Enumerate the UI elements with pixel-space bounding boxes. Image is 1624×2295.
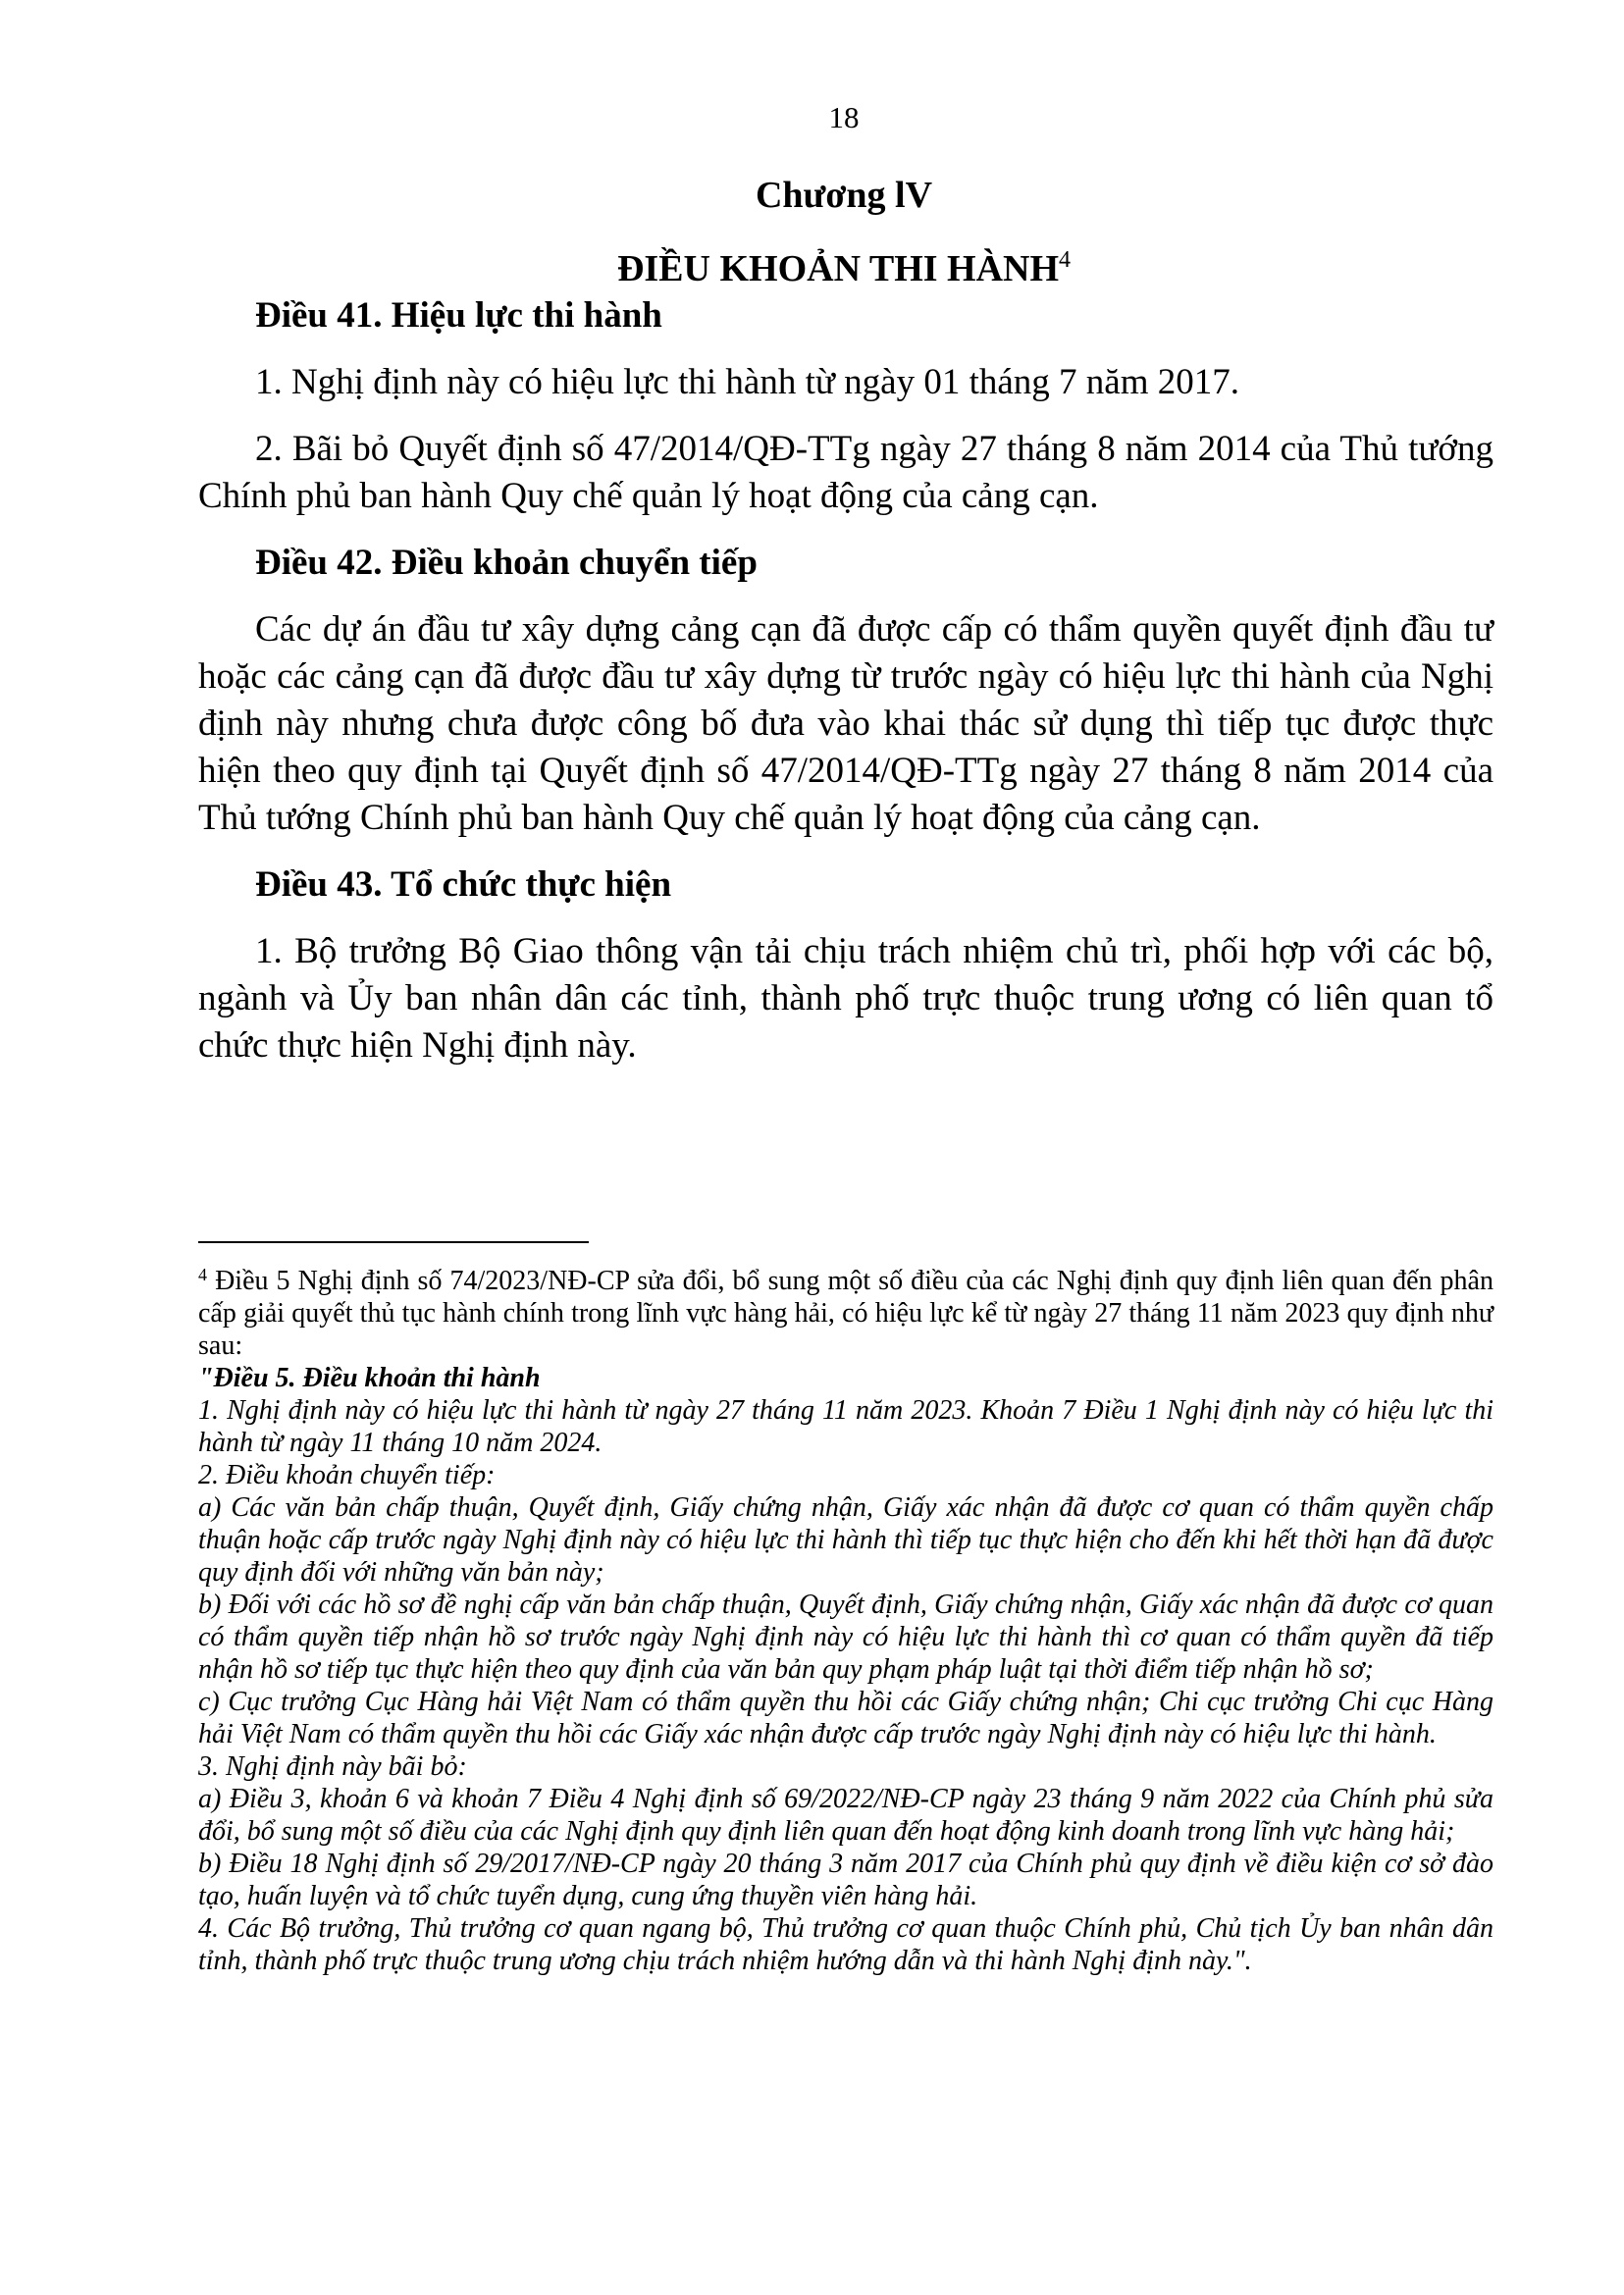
- footnote-intro: [198, 1259, 1493, 1362]
- footnote-line: c) Cục trưởng Cục Hàng hải Việt Nam có thẩm quyền thu hồi các Giấy chứng nhận; Chi cục trưởng Chi cục Hàng hải Việt Nam có thẩm quyền thu hồi các Giấy xác nhận được cấp trước ngày Nghị định này có hiệu lực thi hành.: [198, 1687, 1493, 1749]
- chapter-title-text: ĐIỀU KHOẢN THI HÀNH: [616, 248, 1060, 289]
- footnote-line: 3. Nghị định này bãi bỏ:: [198, 1751, 467, 1782]
- document-body: [198, 292, 1493, 1089]
- footnote-line: 4. Các Bộ trưởng, Thủ trưởng cơ quan ngang bộ, Thủ trưởng cơ quan thuộc Chính phủ, Chủ tịch Ủy ban nhân dân tỉnh, thành phố trực thuộc trung ương chịu trách nhiệm hướng dẫn và thi hành Nghị định này.".: [198, 1913, 1493, 1976]
- page-number: 18: [828, 100, 860, 134]
- article-heading: Điều 42. Điều khoản chuyển tiếp: [255, 543, 758, 583]
- article-paragraph: Các dự án đầu tư xây dựng cảng cạn đã được cấp có thẩm quyền quyết định đầu tư hoặc các cảng cạn đã được đầu tư xây dựng từ trước ngày có hiệu lực thi hành của Nghị định này nhưng chưa được công bố đưa vào khai thác sử dụng thì tiếp tục được thực hiện theo quy định tại Quyết định số 47/2014/QĐ-TTg ngày 27 tháng 8 năm 2014 của Thủ tướng Chính phủ ban hành Quy chế quản lý hoạt động của cảng cạn.: [198, 609, 1493, 838]
- footnote-section: [198, 1259, 1493, 1977]
- footnote-line: a) Điều 3, khoản 6 và khoản 7 Điều 4 Nghị định số 69/2022/NĐ-CP ngày 23 tháng 9 năm 2022 của Chính phủ sửa đổi, bổ sung một số điều của các Nghị định quy định liên quan đến hoạt động kinh doanh trong lĩnh vực hàng hải;: [198, 1784, 1493, 1847]
- footnote-quote-heading: "Điều 5. Điều khoản thi hành: [198, 1363, 541, 1393]
- footnote-line: b) Điều 18 Nghị định số 29/2017/NĐ-CP ngày 20 tháng 3 năm 2017 của Chính phủ quy định về điều kiện cơ sở đào tạo, huấn luyện và tổ chức tuyển dụng, cung ứng thuyền viên hàng hải.: [198, 1849, 1493, 1911]
- footnote-intro-text: Điều 5 Nghị định số 74/2023/NĐ-CP sửa đổi, bổ sung một số điều của các Nghị định quy định liên quan đến phân cấp giải quyết thủ tục hành chính trong lĩnh vực hàng hải, có hiệu lực kể từ ngày 27 tháng 11 năm 2023 quy định như sau:: [198, 1266, 1493, 1361]
- footnote-divider: [198, 1241, 589, 1243]
- article-heading: Điều 43. Tổ chức thực hiện: [255, 864, 672, 905]
- article-paragraph: 1. Bộ trưởng Bộ Giao thông vận tải chịu trách nhiệm chủ trì, phối hợp với các bộ, ngành và Ủy ban nhân dân các tỉnh, thành phố trực thuộc trung ương có liên quan tổ chức thực hiện Nghị định này.: [198, 931, 1493, 1066]
- article-paragraph: 1. Nghị định này có hiệu lực thi hành từ ngày 01 tháng 7 năm 2017.: [255, 362, 1239, 402]
- footnote-line: 2. Điều khoản chuyển tiếp:: [198, 1460, 496, 1490]
- footnote-line: a) Các văn bản chấp thuận, Quyết định, Giấy chứng nhận, Giấy xác nhận đã được cơ quan có thẩm quyền chấp thuận hoặc cấp trước ngày Nghị định này có hiệu lực thi hành thì tiếp tục thực hiện cho đến khi hết thời hạn đã được quy định đối với những văn bản này;: [198, 1492, 1493, 1588]
- footnote-line: 1. Nghị định này có hiệu lực thi hành từ ngày 27 tháng 11 năm 2023. Khoản 7 Điều 1 Nghị định này có hiệu lực thi hành từ ngày 11 tháng 10 năm 2024.: [198, 1395, 1493, 1458]
- article-paragraph: 2. Bãi bỏ Quyết định số 47/2014/QĐ-TTg ngày 27 tháng 8 năm 2014 của Thủ tướng Chính phủ ban hành Quy chế quản lý hoạt động của cảng cạn.: [198, 429, 1493, 516]
- chapter-label: Chương lV: [755, 175, 933, 216]
- article-heading: Điều 41. Hiệu lực thi hành: [255, 295, 662, 336]
- footnote-marker: 4: [198, 1265, 207, 1284]
- footnote-ref[interactable]: 4: [1059, 247, 1072, 273]
- footnote-line: b) Đối với các hồ sơ đề nghị cấp văn bản chấp thuận, Quyết định, Giấy chứng nhận, Giấy xác nhận đã được cơ quan có thẩm quyền tiếp nhận hồ sơ trước ngày Nghị định này có hiệu lực thi hành thì cơ quan có thẩm quyền đã tiếp nhận hồ sơ tiếp tục thực hiện theo quy định của văn bản quy phạm pháp luật tại thời điểm tiếp nhận hồ sơ;: [198, 1590, 1493, 1685]
- chapter-title: [0, 235, 1624, 293]
